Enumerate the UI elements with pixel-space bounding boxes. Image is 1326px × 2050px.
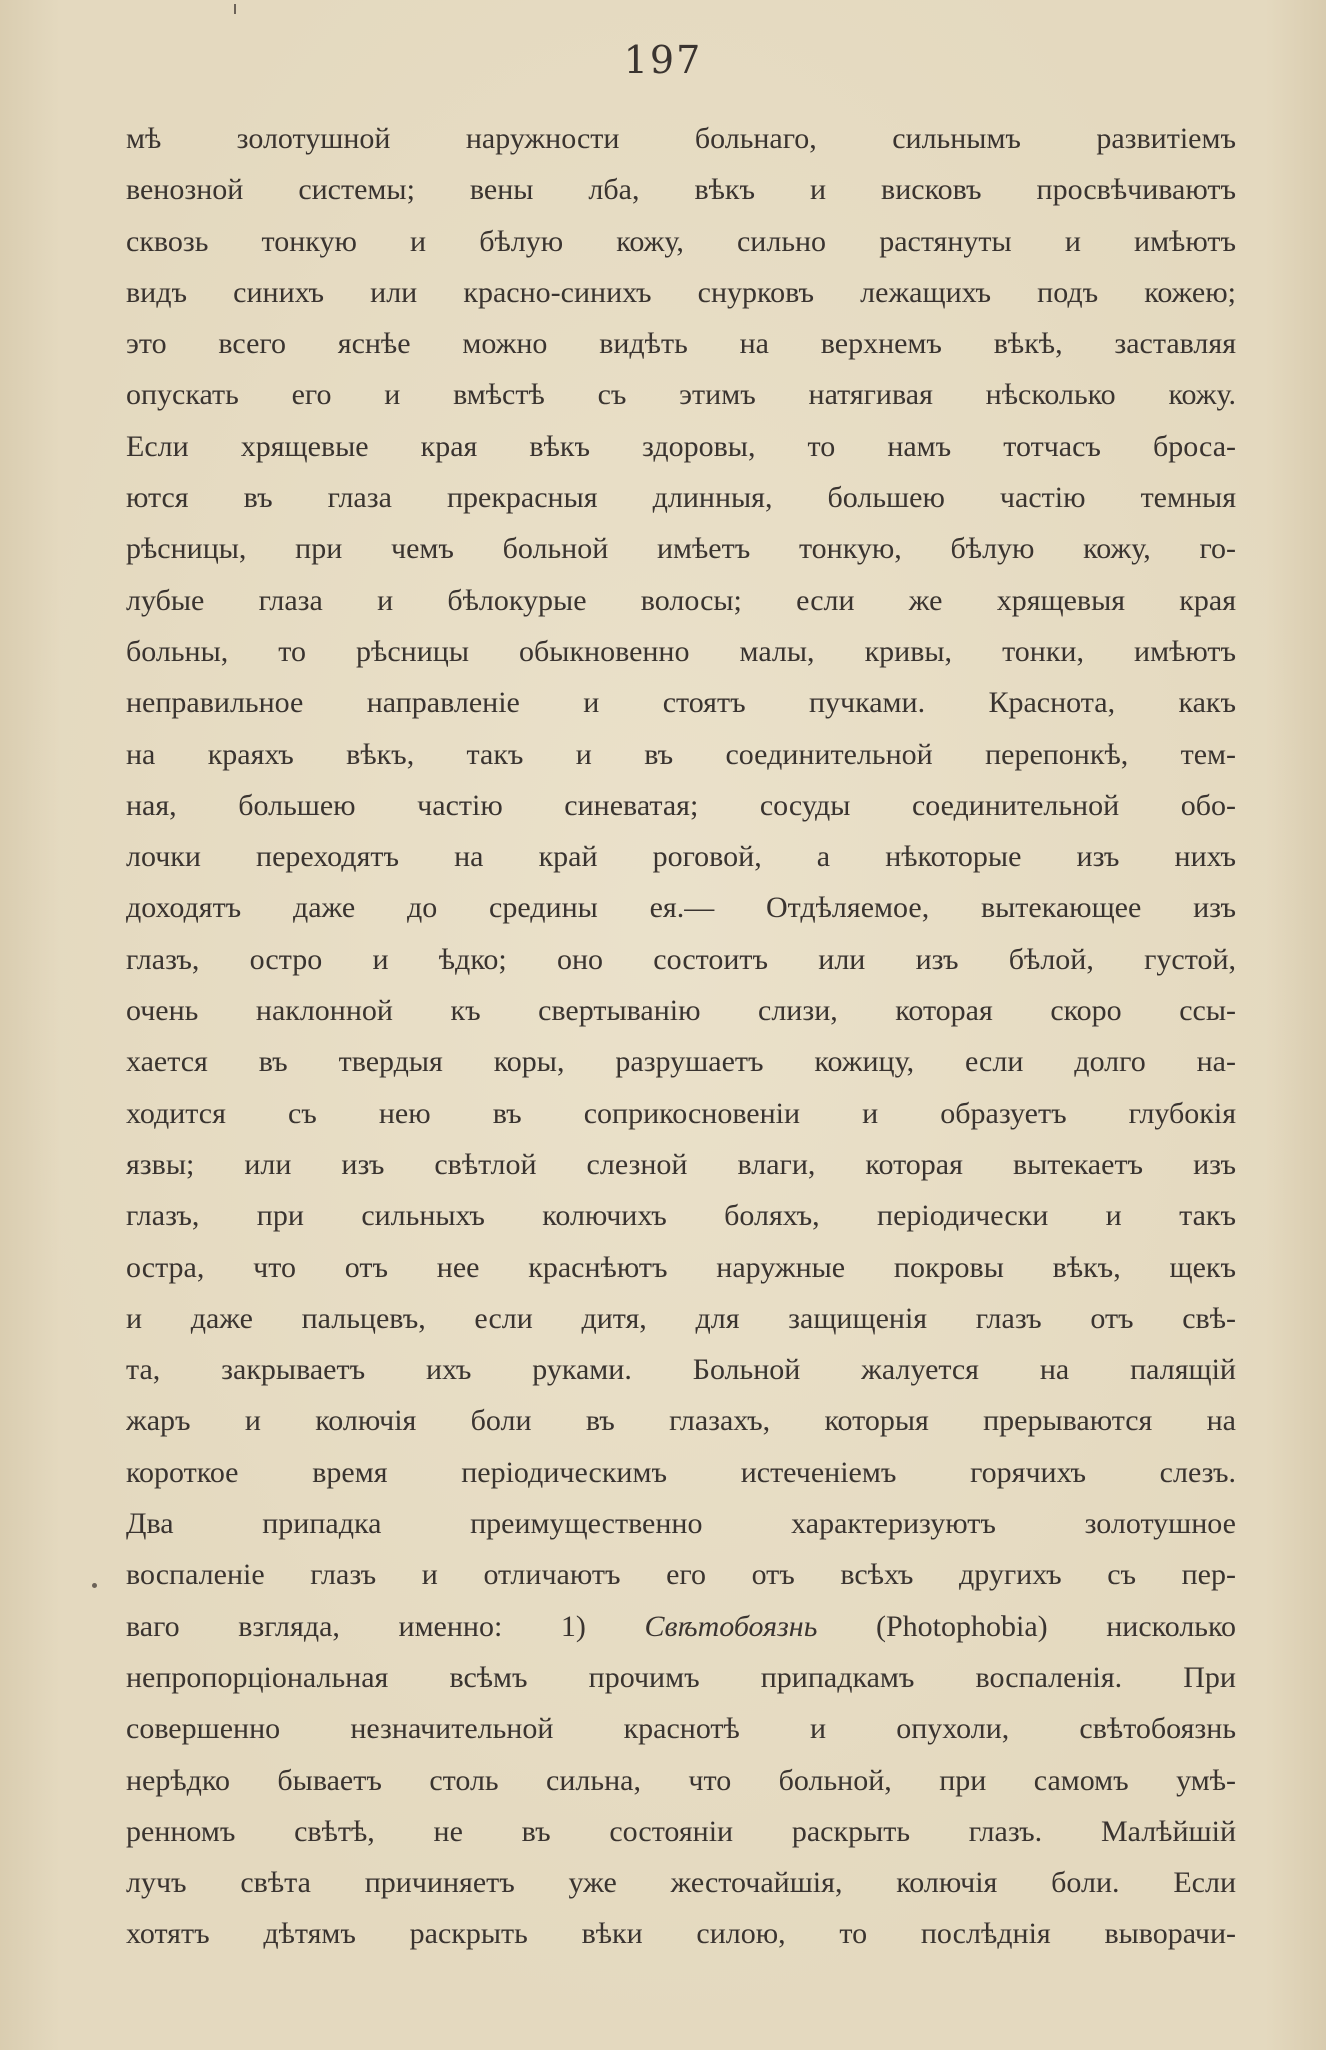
text-line: остра, что отъ нее краснѣютъ наружные покровы вѣкъ, щекъ xyxy=(126,1250,1236,1284)
text-line: глазъ, остро и ѣдко; оно состоитъ или изъ бѣлой, густой, xyxy=(126,942,1236,976)
text-line: лочки переходятъ на край роговой, а нѣкоторые изъ нихъ xyxy=(126,840,1236,874)
text-line: на краяхъ вѣкъ, такъ и въ соединительной перепонкѣ, тем- xyxy=(126,737,1236,771)
text-line: видъ синихъ или красно-синихъ снурковъ лежащихъ подъ кожею; xyxy=(126,275,1236,309)
text-line: больны, то рѣсницы обыкновенно малы, кривы, тонки, имѣютъ xyxy=(126,634,1236,668)
text-line: ная, большею частію синеватая; сосуды соединительной обо- xyxy=(126,788,1236,822)
text-line: очень наклонной къ свертыванію слизи, которая скоро ссы- xyxy=(126,994,1236,1028)
italic-term: Свѣтобоязнь xyxy=(644,1609,818,1643)
body-text xyxy=(126,113,1236,1960)
text-line: жаръ и колючія боли въ глазахъ, которыя прерываются на xyxy=(126,1404,1236,1438)
text-line: и даже пальцевъ, если дитя, для защищенія глазъ отъ свѣ- xyxy=(126,1301,1236,1335)
text-line-with-italic xyxy=(126,1601,1236,1652)
text-line: ются въ глаза прекрасныя длинныя, большею частію темныя xyxy=(126,481,1236,515)
text-segment: ваго взгляда, именно: 1) xyxy=(126,1609,586,1643)
text-line: лучъ свѣта причиняетъ уже жесточайшія, колючія боли. Если xyxy=(126,1866,1236,1900)
margin-tick-mark xyxy=(234,4,236,14)
text-line: глазъ, при сильныхъ колючихъ боляхъ, періодически и такъ xyxy=(126,1199,1236,1233)
text-line: мѣ золотушной наружности больнаго, сильнымъ развитіемъ xyxy=(126,122,1236,155)
text-line: ренномъ свѣтѣ, не въ состояніи раскрыть глазъ. Малѣйшій xyxy=(126,1814,1236,1848)
page-number: 197 xyxy=(623,38,703,82)
text-segment: (Photophobia) нисколько xyxy=(875,1609,1236,1643)
text-line: рѣсницы, при чемъ больной имѣетъ тонкую, бѣлую кожу, го- xyxy=(126,532,1236,566)
text-line: воспаленіе глазъ и отличаютъ его отъ всѣхъ другихъ съ пер- xyxy=(126,1558,1236,1592)
text-line: неправильное направленіе и стоятъ пучками. Краснота, какъ xyxy=(126,686,1236,720)
text-line: венозной системы; вены лба, вѣкъ и висковъ просвѣчиваютъ xyxy=(126,173,1236,207)
margin-dot xyxy=(92,1583,97,1588)
text-line: совершенно незначительной краснотѣ и опухоли, свѣтобоязнь xyxy=(126,1712,1236,1746)
text-line: это всего яснѣе можно видѣть на верхнемъ вѣкѣ, заставляя xyxy=(126,327,1236,361)
text-line: нерѣдко бываетъ столь сильна, что больной, при самомъ умѣ- xyxy=(126,1763,1236,1797)
text-line: хается въ твердыя коры, разрушаетъ кожицу, если долго на- xyxy=(126,1045,1236,1079)
text-line: опускать его и вмѣстѣ съ этимъ натягивая нѣсколько кожу. xyxy=(126,378,1236,412)
text-line: Если хрящевые края вѣкъ здоровы, то намъ тотчасъ броса- xyxy=(126,429,1236,463)
text-line: лубые глаза и бѣлокурые волосы; если же хрящевыя края xyxy=(126,583,1236,617)
text-line: язвы; или изъ свѣтлой слезной влаги, которая вытекаетъ изъ xyxy=(126,1147,1236,1181)
text-line: ходится съ нею въ соприкосновеніи и образуетъ глубокія xyxy=(126,1096,1236,1130)
text-line: короткое время періодическимъ истеченіемъ горячихъ слезъ. xyxy=(126,1455,1236,1489)
text-line: сквозь тонкую и бѣлую кожу, сильно растянуты и имѣютъ xyxy=(126,224,1236,258)
text-line: та, закрываетъ ихъ руками. Больной жалуется на палящій xyxy=(126,1353,1236,1387)
text-line: Два припадка преимущественно характеризуютъ золотушное xyxy=(126,1507,1236,1541)
text-line: доходятъ даже до средины ея.— Отдѣляемое, вытекающее изъ xyxy=(126,891,1236,925)
text-line: непропорціональная всѣмъ прочимъ припадкамъ воспаленія. При xyxy=(126,1660,1236,1694)
text-line: хотятъ дѣтямъ раскрыть вѣки силою, то послѣднія выворачи- xyxy=(126,1917,1236,1951)
